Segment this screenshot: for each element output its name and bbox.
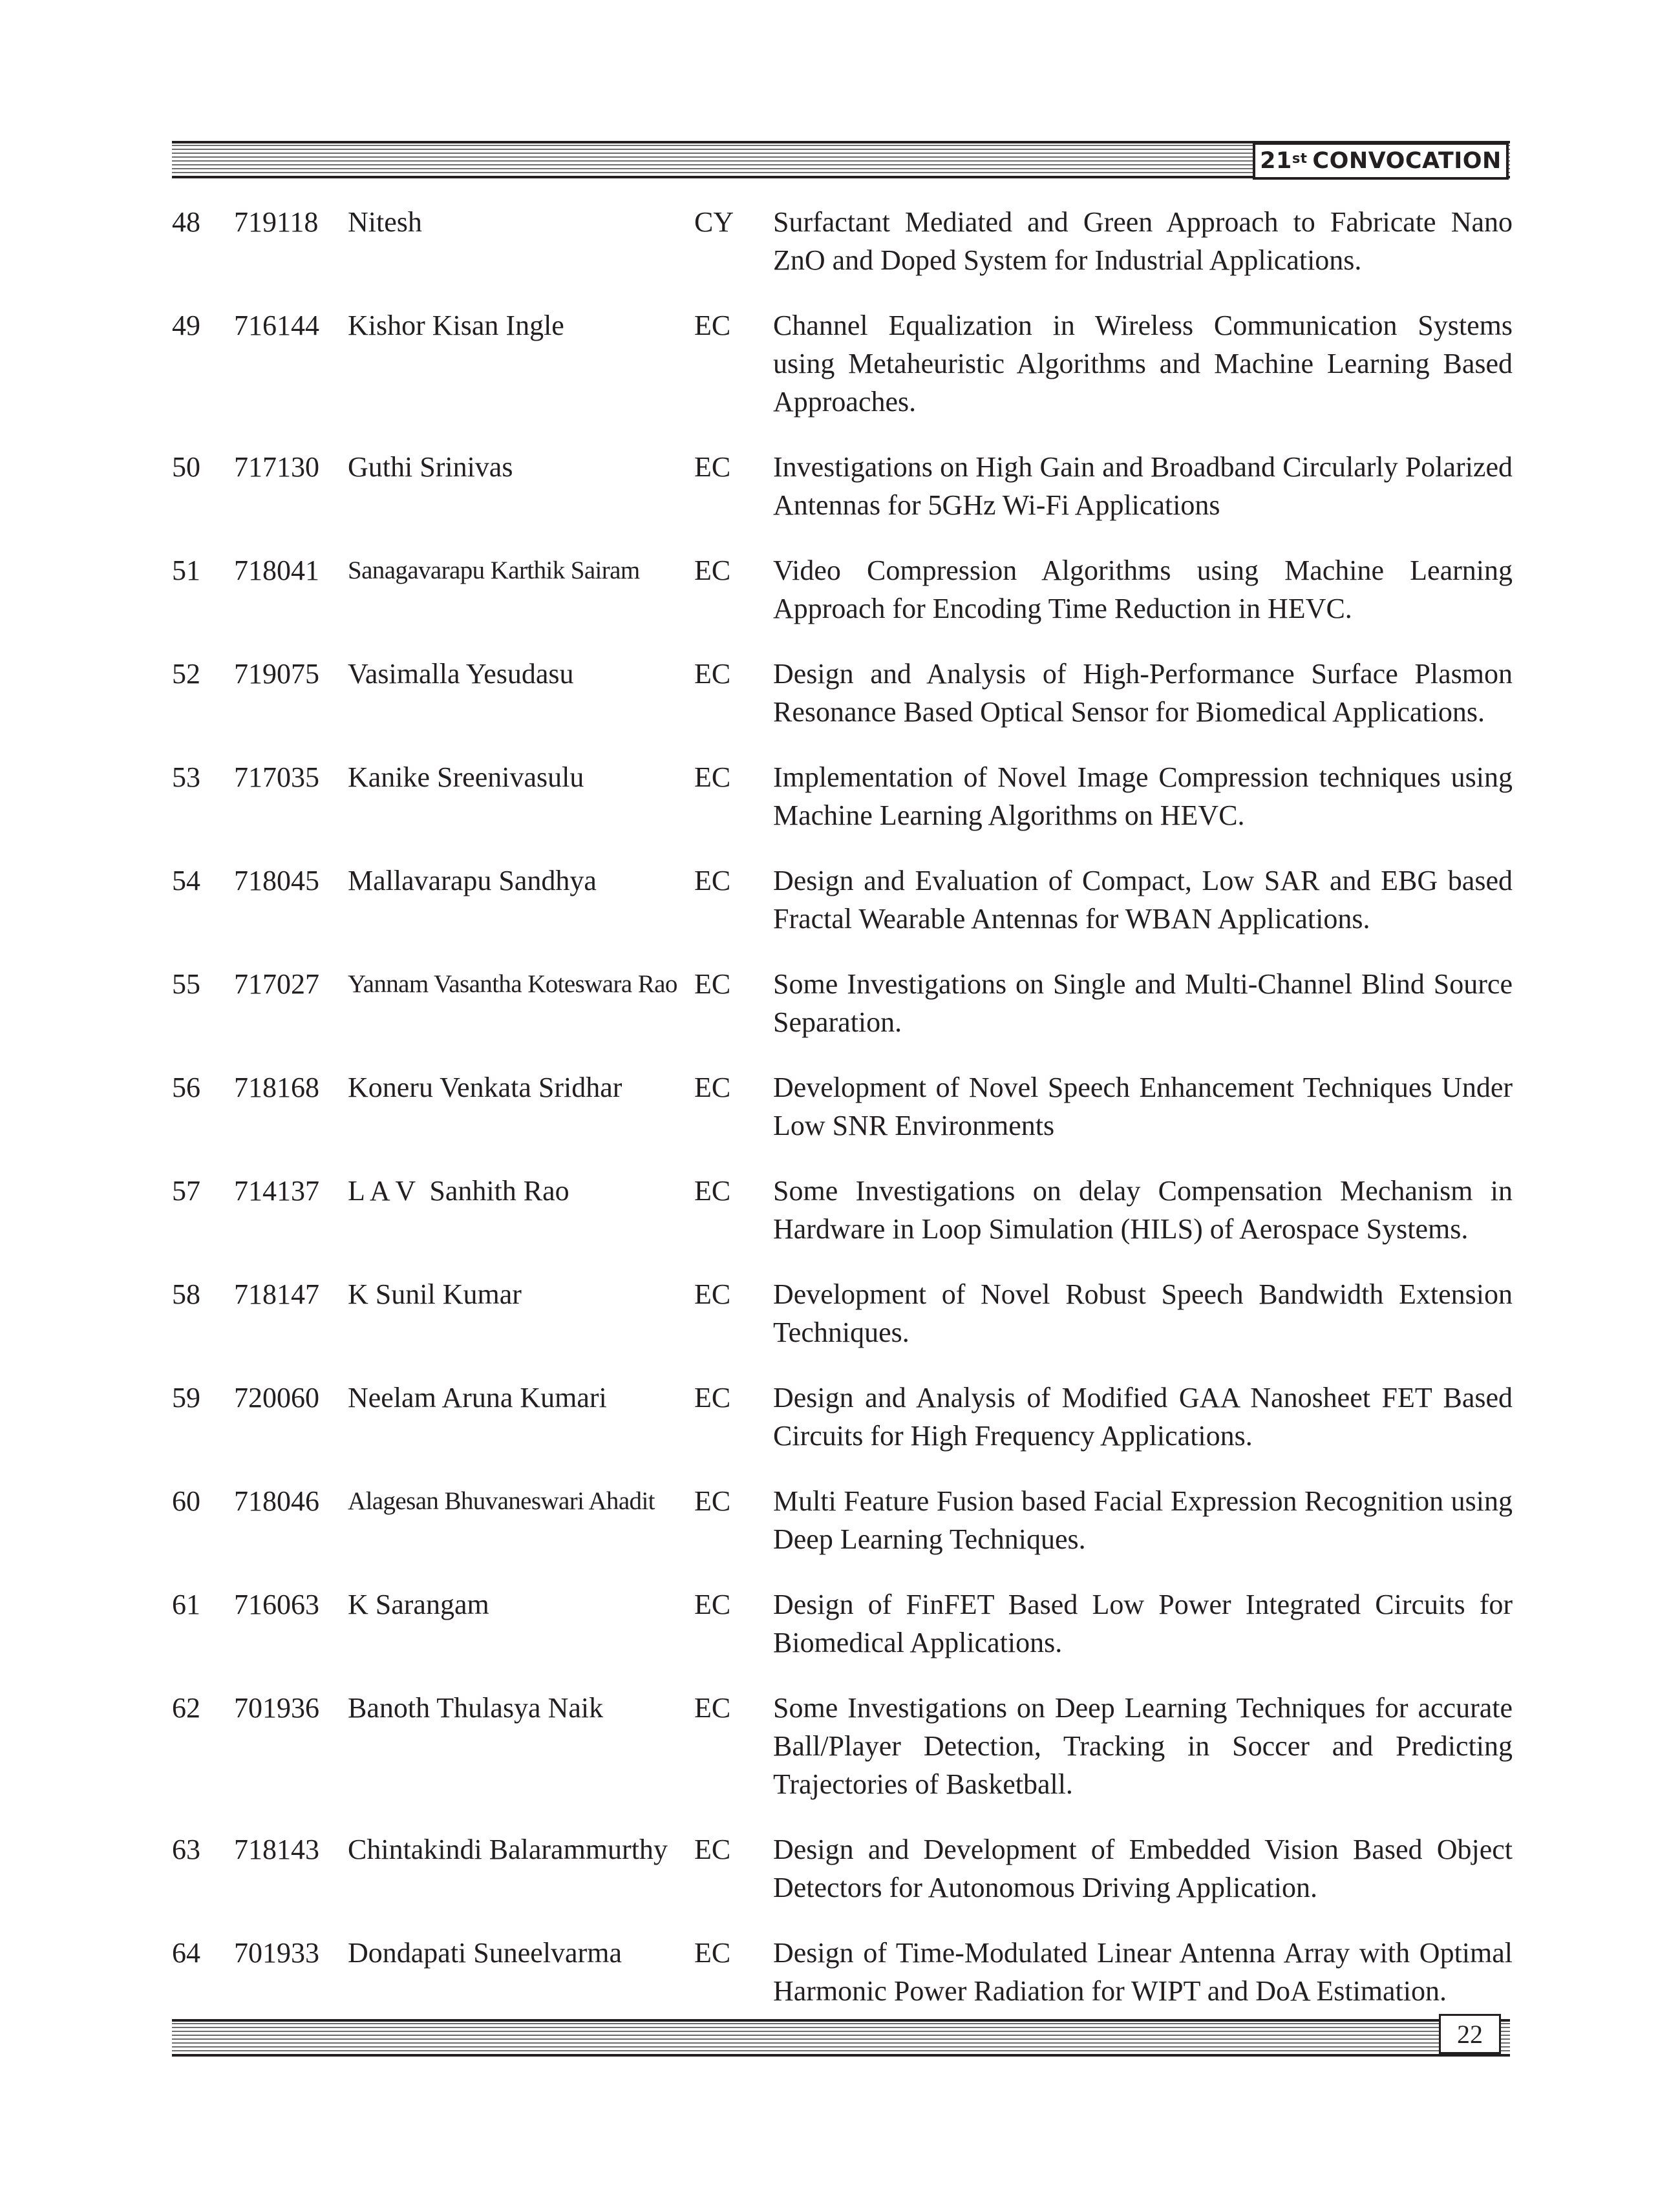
row-thesis-title: Implementation of Novel Image Compression techniques using Machine Learning Algorithms on HEVC. [773, 761, 1513, 831]
row-reg-number: 717027 [234, 968, 319, 1000]
row-thesis-title: Design and Analysis of Modified GAA Nanosheet FET Based Circuits for High Frequency Applications. [773, 1382, 1513, 1452]
row-serial: 63 [172, 1834, 200, 1865]
row-scholar-name: Vasimalla Yesudasu [348, 658, 574, 690]
header-title: CONVOCATION [1312, 148, 1502, 174]
header-ordinal: 21 [1260, 148, 1292, 174]
row-reg-number: 718041 [234, 555, 319, 586]
row-department: EC [694, 968, 731, 1000]
row-scholar-name: Koneru Venkata Sridhar [348, 1072, 622, 1103]
row-reg-number: 714137 [234, 1175, 319, 1207]
row-scholar-name: Chintakindi Balarammurthy [348, 1834, 668, 1865]
row-department: EC [694, 310, 731, 341]
row-serial: 62 [172, 1692, 200, 1724]
convocation-header-box [1253, 142, 1509, 180]
row-thesis-title: Some Investigations on Single and Multi-Channel Blind Source Separation. [773, 968, 1513, 1038]
row-reg-number: 719118 [234, 206, 319, 238]
row-serial: 60 [172, 1485, 200, 1517]
row-reg-number: 701933 [234, 1937, 319, 1969]
list-item [172, 1172, 1513, 1248]
row-department: EC [694, 1175, 731, 1207]
row-department: EC [694, 1937, 731, 1969]
footer-rule-top [172, 2019, 1510, 2022]
row-serial: 50 [172, 451, 200, 483]
row-thesis-title: Investigations on High Gain and Broadband Circularly Polarized Antennas for 5GHz Wi-Fi Applications [773, 451, 1513, 521]
row-scholar-name: Yannam Vasantha Koteswara Rao [348, 970, 677, 998]
row-serial: 52 [172, 658, 200, 690]
row-department: EC [694, 1834, 731, 1865]
row-serial: 54 [172, 865, 200, 896]
list-item [172, 1689, 1513, 1803]
row-thesis-title: Some Investigations on delay Compensation Mechanism in Hardware in Loop Simulation (HILS) of Aerospace Systems. [773, 1175, 1513, 1245]
row-reg-number: 719075 [234, 658, 319, 690]
list-item [172, 448, 1513, 524]
list-item [172, 306, 1513, 421]
row-scholar-name: L A V Sanhith Rao [348, 1175, 569, 1207]
row-department: CY [694, 206, 734, 238]
row-thesis-title: Some Investigations on Deep Learning Techniques for accurate Ball/Player Detection, Tracking in Soccer and Predicting Trajectories of Basketball. [773, 1692, 1513, 1800]
row-serial: 57 [172, 1175, 200, 1207]
row-scholar-name: Alagesan Bhuvaneswari Ahadit [348, 1487, 655, 1515]
row-department: EC [694, 555, 731, 586]
row-scholar-name: Mallavarapu Sandhya [348, 865, 597, 896]
row-reg-number: 718143 [234, 1834, 319, 1865]
row-serial: 53 [172, 761, 200, 793]
list-item [172, 655, 1513, 731]
row-thesis-title: Design of FinFET Based Low Power Integrated Circuits for Biomedical Applications. [773, 1589, 1513, 1658]
row-reg-number: 716063 [234, 1589, 319, 1620]
row-reg-number: 720060 [234, 1382, 319, 1413]
row-thesis-title: Development of Novel Robust Speech Bandwidth Extension Techniques. [773, 1278, 1513, 1348]
row-reg-number: 718147 [234, 1278, 319, 1310]
header-ordinal-suffix: st [1292, 151, 1308, 166]
row-scholar-name: K Sunil Kumar [348, 1278, 522, 1310]
row-scholar-name: Kishor Kisan Ingle [348, 310, 564, 341]
thesis-list [172, 203, 1513, 2037]
footer-rule-band [172, 2019, 1510, 2057]
list-item [172, 758, 1513, 834]
list-item [172, 965, 1513, 1041]
row-department: EC [694, 451, 731, 483]
list-item [172, 1585, 1513, 1662]
row-reg-number: 718046 [234, 1485, 319, 1517]
row-department: EC [694, 865, 731, 896]
list-item [172, 1482, 1513, 1558]
footer-rule-bottom [172, 2054, 1510, 2057]
row-serial: 48 [172, 206, 200, 238]
list-item [172, 1068, 1513, 1145]
row-serial: 61 [172, 1589, 200, 1620]
row-scholar-name: K Sarangam [348, 1589, 489, 1620]
row-serial: 51 [172, 555, 200, 586]
row-thesis-title: Surfactant Mediated and Green Approach to Fabricate Nano ZnO and Doped System for Industrial Applications. [773, 206, 1513, 276]
row-thesis-title: Design and Analysis of High-Performance Surface Plasmon Resonance Based Optical Sensor for Biomedical Applications. [773, 658, 1513, 728]
row-serial: 64 [172, 1937, 200, 1969]
list-item [172, 1830, 1513, 1907]
row-reg-number: 718045 [234, 865, 319, 896]
row-department: EC [694, 1589, 731, 1620]
row-reg-number: 716144 [234, 310, 319, 341]
list-item [172, 203, 1513, 279]
row-thesis-title: Design of Time-Modulated Linear Antenna Array with Optimal Harmonic Power Radiation for WIPT and DoA Estimation. [773, 1937, 1513, 2007]
row-department: EC [694, 761, 731, 793]
list-item [172, 551, 1513, 628]
page-number-box [1439, 2014, 1501, 2054]
row-scholar-name: Banoth Thulasya Naik [348, 1692, 604, 1724]
row-thesis-title: Design and Evaluation of Compact, Low SAR and EBG based Fractal Wearable Antennas for WBAN Applications. [773, 865, 1513, 935]
row-department: EC [694, 1485, 731, 1517]
row-thesis-title: Multi Feature Fusion based Facial Expression Recognition using Deep Learning Techniques. [773, 1485, 1513, 1555]
list-item [172, 1379, 1513, 1455]
row-serial: 58 [172, 1278, 200, 1310]
row-department: EC [694, 1072, 731, 1103]
row-reg-number: 701936 [234, 1692, 319, 1724]
row-scholar-name: Dondapati Suneelvarma [348, 1937, 622, 1969]
row-serial: 55 [172, 968, 200, 1000]
row-reg-number: 717130 [234, 451, 319, 483]
row-reg-number: 718168 [234, 1072, 319, 1103]
row-serial: 56 [172, 1072, 200, 1103]
list-item [172, 1934, 1513, 2010]
row-reg-number: 717035 [234, 761, 319, 793]
row-serial: 59 [172, 1382, 200, 1413]
page-number: 22 [1457, 2019, 1483, 2049]
row-serial: 49 [172, 310, 200, 341]
row-thesis-title: Video Compression Algorithms using Machine Learning Approach for Encoding Time Reduction in HEVC. [773, 555, 1513, 624]
row-scholar-name: Sanagavarapu Karthik Sairam [348, 556, 640, 584]
row-scholar-name: Kanike Sreenivasulu [348, 761, 584, 793]
row-scholar-name: Guthi Srinivas [348, 451, 513, 483]
list-item [172, 862, 1513, 938]
row-scholar-name: Nitesh [348, 206, 422, 238]
row-thesis-title: Design and Development of Embedded Vision Based Object Detectors for Autonomous Driving Application. [773, 1834, 1513, 1903]
row-department: EC [694, 1692, 731, 1724]
row-thesis-title: Channel Equalization in Wireless Communication Systems using Metaheuristic Algorithms and Machine Learning Based Approaches. [773, 310, 1513, 418]
row-department: EC [694, 1382, 731, 1413]
list-item [172, 1275, 1513, 1351]
row-thesis-title: Development of Novel Speech Enhancement Techniques Under Low SNR Environments [773, 1072, 1513, 1141]
row-department: EC [694, 658, 731, 690]
row-department: EC [694, 1278, 731, 1310]
row-scholar-name: Neelam Aruna Kumari [348, 1382, 607, 1413]
